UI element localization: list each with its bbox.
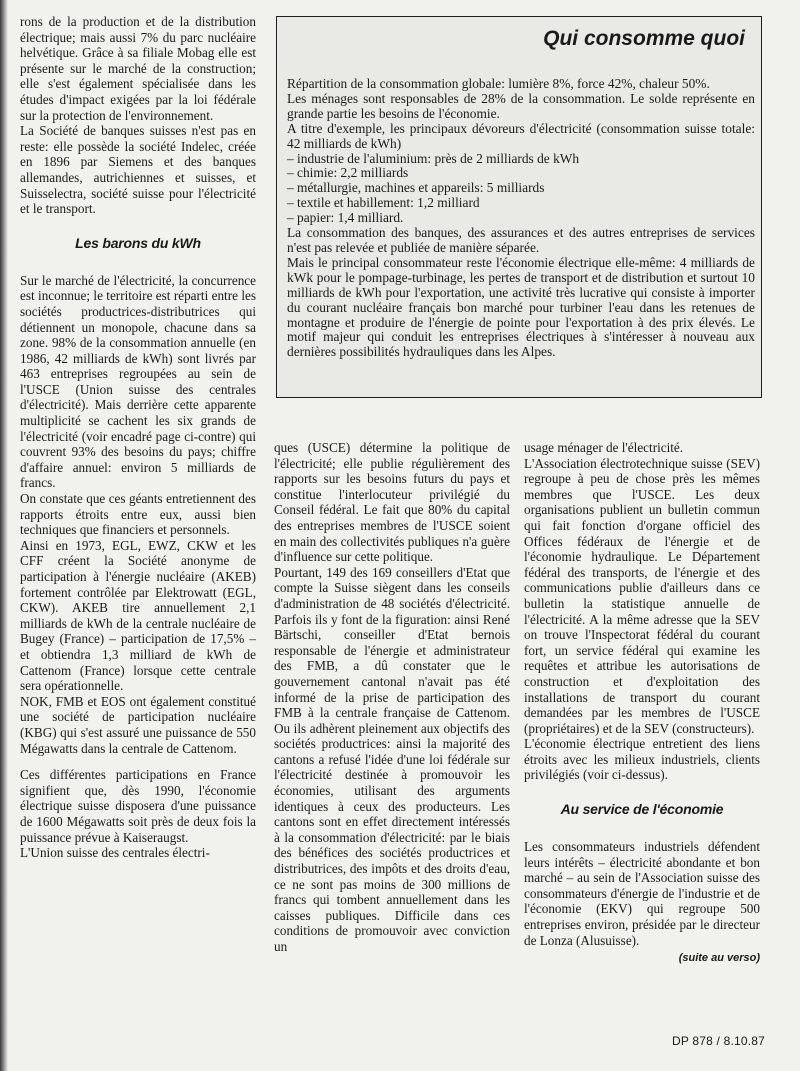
paragraph: Ces différentes participations en France signifient que, dès 1990, l'économie électrique suisse disposera d'une puissance de 1600 Mégawatts soit près de deux fois la puissance prévue à Kaiseraugst.	[20, 767, 256, 845]
section-heading-service: Au service de l'économie	[560, 801, 724, 818]
box-list-item: – textile et habillement: 1,2 milliard	[287, 195, 480, 211]
right-column	[524, 440, 760, 964]
paragraph: L'Association électrotechnique suisse (SEV) regroupe à peu de chose près les mêmes membres que l'USCE. Les deux organisations publient un bulletin commun qui fait fonction d'organe officiel des Offices fédéraux de l'énergie et de l'économie hydraulique. Le Département fédéral des transports, de l'énergie et des communications publie d'ailleurs dans ce bulletin la statistique annuelle de l'électricité. A la même adresse que la SEV on trouve l'Inspectorat fédéral du courant fort, un service fédéral qui examine les requêtes et attribue les autorisations de construction et d'exploitation des installations de transport du courant demandées par les membres de l'USCE (propriétaires) et de la SEV (constructeurs).	[524, 455, 760, 736]
box-paragraph: Les ménages sont responsables de 28% de la consommation. Le solde représente en grande partie les besoins de l'économie.	[287, 90, 755, 121]
paragraph: L'Union suisse des centrales électri-	[20, 845, 210, 861]
middle-column	[274, 440, 510, 955]
paragraph: ques (USCE) détermine la politique de l'électricité; elle publie régulièrement des rapports sur les besoins futurs du pays et constitue l'interlocuteur privilégié du Conseil fédéral. Le fait que 80% du capital des entreprises membres de l'USCE soient en main des collectivités publiques n'a guère d'influence sur cette politique.	[274, 440, 510, 565]
box-list-item: – métallurgie, machines et appareils: 5 milliards	[287, 180, 545, 196]
box-list-item: – papier: 1,4 milliard.	[287, 210, 404, 226]
continued-note: (suite au verso)	[678, 952, 760, 965]
page-edge-shadow	[0, 0, 8, 1071]
paragraph: La Société de banques suisses n'est pas en reste: elle possède la société Indelec, créée en 1896 par Siemens et des banques allemandes, autrichiennes et suisses, et Suisselectra, société suisse pour l'électricité et le transport.	[20, 123, 256, 217]
page-reference: DP 878 / 8.10.87	[672, 1034, 766, 1048]
paragraph: Les consommateurs industriels défendent leurs intérêts – électricité abondante et bon marché – au sein de l'Association suisse des consommateurs d'énergie de l'industrie et de l'économie (EKV) qui regroupe 500 entreprises environ, présidée par le directeur de Lonza (Alusuisse).	[524, 839, 760, 948]
box-paragraph: Mais le principal consommateur reste l'économie électrique elle-même: 4 milliards de kWk pour le pompage-turbinage, les pertes de transport et de distribution et surtout 10 milliards de kWh pour l'exportation, une activité très lucrative qui consiste à importer du courant nucléaire français bon marché pour turbiner l'eau dans les retenues de montagne et produire de l'énergie de pointe pour l'exportation à des prix élevés. Le motif majeur qui conduit les entreprises électriques à s'intéresser à nouveau aux dernières possibilités hydrauliques dans les Alpes.	[287, 254, 755, 360]
paragraph: On constate que ces géants entretiennent des rapports étroits entre eux, aussi bien techniques que financiers et personnels.	[20, 491, 256, 538]
box-list-item: – industrie de l'aluminium: près de 2 milliards de kWh	[287, 150, 580, 166]
box-list-item: – chimie: 2,2 milliards	[287, 165, 409, 181]
paragraph: Sur le marché de l'électricité, la concurrence est inconnue; le territoire est réparti entre les sociétés productrices-distributrices qui détiennent un monopole, chacune dans sa zone. 98% de la consommation annuelle (en 1986, 42 milliards de kWh) sont livrés par 463 entreprises regroupées au sein de l'USCE (Union suisse des centrales d'électricité). Mais derrière cette apparente multiplicité se cachent les six grands de l'électricité (voir encadré page ci-contre) qui couvrent 93% des besoins du pays; chiffre d'affaire annuel: environ 5 milliards de francs.	[20, 272, 256, 491]
left-column	[20, 14, 256, 861]
box-paragraph: La consommation des banques, des assurances et des autres entreprises de services n'est pas relevée et publiée de manière séparée.	[287, 225, 755, 255]
box-paragraph: Répartition de la consommation globale: lumière 8%, force 42%, chaleur 50%.	[287, 76, 710, 91]
box-title: Qui consomme quoi	[543, 27, 745, 50]
paragraph: Pourtant, 149 des 169 conseillers d'Etat que compte la Suisse siègent dans les conseils d'administration de 48 sociétés d'électricité. Parfois ils y font de la figuration: ainsi René Bärtschi, conseiller d'Etat bernois responsable de l'énergie et administrateur des FMB, a dû constater que le gouvernement cantonal n'avait pas été informé de la prise de participation des FMB à la centrale française de Cattenom. Ou ils adhèrent pleinement aux objectifs des sociétés productrices: ainsi la majorité des cantons a refusé l'idée d'une loi fédérale sur l'électricité destinée à promouvoir les économies, utilisant des arguments identiques à ceux des producteurs. Les cantons sont en effet directement intéressés à la consommation d'électricité: par le biais des bénéfices des sociétés productrices et distributrices, des impôts et des droits d'eau, ce ne sont pas moins de 300 millions de francs qui tombent annuellement dans les caisses publiques. Difficile dans ces conditions de promouvoir avec conviction un	[274, 564, 510, 954]
paragraph: usage ménager de l'électricité.	[524, 440, 684, 455]
info-box-qui-consomme-quoi	[276, 16, 762, 398]
paragraph: NOK, FMB et EOS ont également constitué une société de participation nucléaire (KBG) qui s'est assuré une puissance de 550 Mégawatts dans la centrale de Cattenom.	[20, 693, 256, 756]
paragraph: rons de la production et de la distribution électrique; mais aussi 7% du parc nucléaire helvétique. Grâce à sa filiale Mobag elle est présente sur le marché de la construction; elle s'est également spécialisée dans les études d'impact exigées par la loi fédérale sur la protection de l'environnement.	[20, 14, 256, 123]
paragraph: Ainsi en 1973, EGL, EWZ, CKW et les CFF créent la Société anonyme de participation à l'énergie nucléaire (AKEB) fortement contrôlée par Elektrowatt (EGL, CKW). AKEB tire annuellement 2,1 milliards de kWh de la centrale nucléaire de Bugey (France) – participation de 17,5% – et obtiendra 1,3 milliard de kWh de Cattenom (France) lorsque cette centrale sera opérationnelle.	[20, 537, 256, 694]
box-paragraph: A titre d'exemple, les principaux dévoreurs d'électricité (consommation suisse totale: 42 milliards de kWh)	[287, 120, 755, 151]
section-heading-barons: Les barons du kWh	[75, 234, 201, 251]
paragraph: L'économie électrique entretient des liens étroits avec les milieux industriels, clients privilégiés (voir ci-dessus).	[524, 736, 760, 783]
